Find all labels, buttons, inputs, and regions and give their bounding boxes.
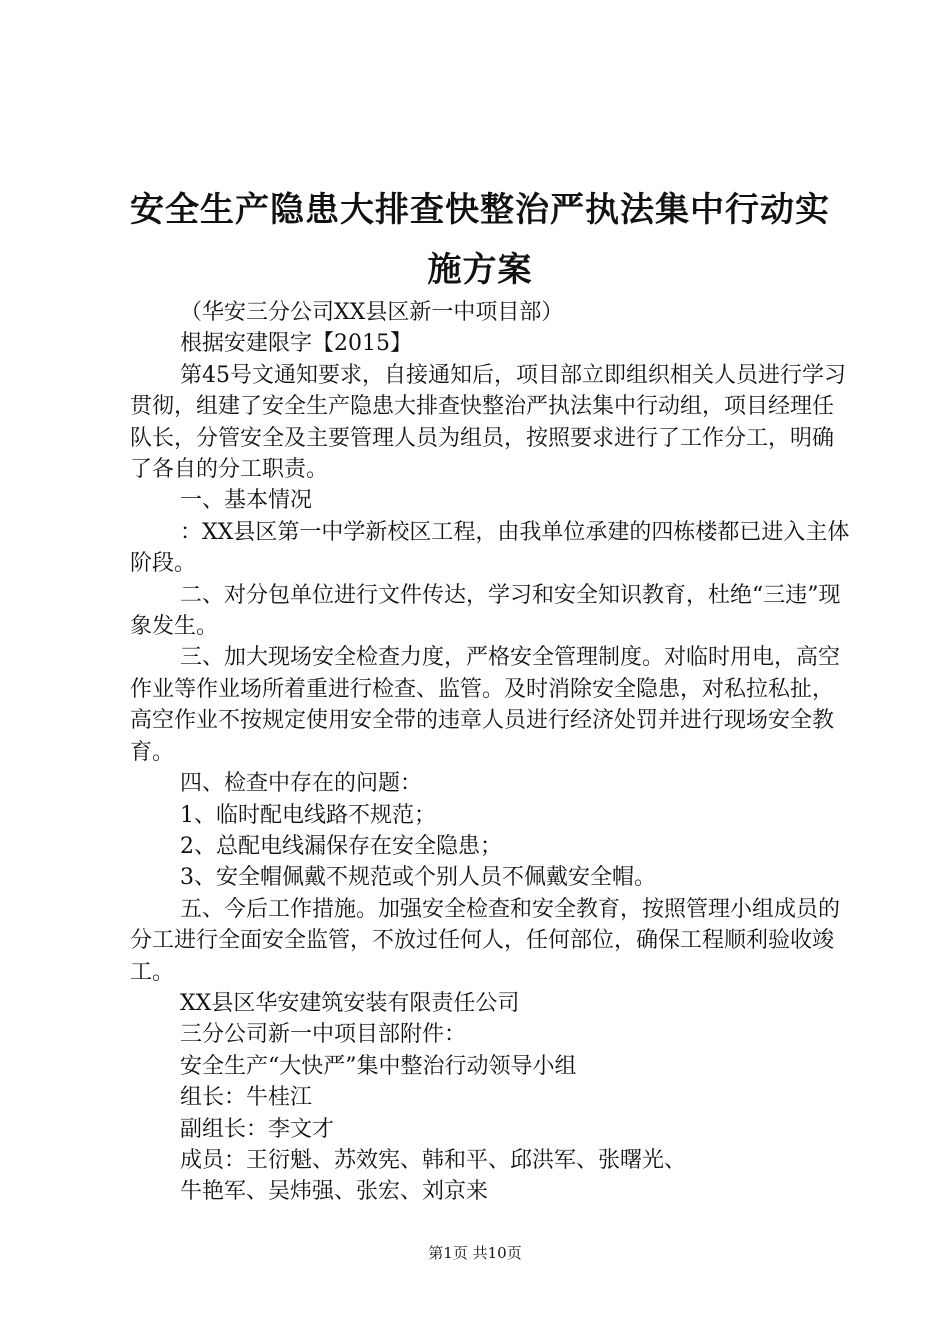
- page-footer: 第1页 共10页: [428, 1244, 522, 1262]
- problem-item-2: 2、总配电线漏保存在安全隐患；: [180, 833, 502, 859]
- attachment-line: 三分公司新一中项目部附件：: [180, 1022, 467, 1048]
- document-title-line-1: 安全生产隐患大排查快整治严执法集中行动实: [130, 190, 830, 230]
- notice-paragraph: 第45号文通知要求，自接通知后，项目部立即组织相关人员进行学习贯彻，组建了安全生产隐患大排查快整治严执法集中行动组，项目经理任队长，分管安全及主要管理人员为组员，按照要求进行了工作分工，明确了各自的分工职责。: [130, 362, 846, 483]
- section-three-paragraph: 三、加大现场安全检查力度，严格安全管理制度。对临时用电，高空作业等作业场所着重进行检查、监管。及时消除安全隐患，对私拉私扯，高空作业不按规定使用安全带的违章人员进行经济处罚并进行现场安全教育。: [130, 645, 841, 765]
- problem-item-1: 1、临时配电线路不规范；: [180, 802, 436, 828]
- deputy-group-leader: 副组长：李文才: [180, 1116, 335, 1142]
- basic-info-paragraph: ：XX县区第一中学新校区工程，由我单位承建的四栋楼都已进入主体阶段。: [130, 519, 850, 577]
- document-title-line-2: 施方案: [427, 250, 533, 290]
- project-department-note: （华安三分公司XX县区新一中项目部）: [180, 300, 564, 325]
- leadership-group-title: 安全生产“大快严”集中整治行动领导小组: [180, 1053, 577, 1079]
- section-five-paragraph: 五、今后工作措施。加强安全检查和安全教育，按照管理小组成员的分工进行全面安全监管，不放过任何人，任何部位，确保工程顺利验收竣工。: [130, 896, 841, 985]
- problem-item-3: 3、安全帽佩戴不规范或个别人员不佩戴安全帽。: [180, 865, 656, 891]
- section-heading-problems: 四、检查中存在的问题：: [180, 771, 423, 797]
- section-heading-basic-info: 一、基本情况: [180, 488, 313, 514]
- basis-line: 根据安建限字【2015】: [180, 331, 412, 357]
- document-body: [130, 297, 850, 1208]
- members-line-2: 牛艳军、吴炜强、张宏、刘京来: [180, 1179, 489, 1205]
- group-leader: 组长：牛桂江: [180, 1085, 313, 1111]
- members-line-1: 成员：王衍魁、苏效宪、韩和平、邱洪军、张曙光、: [180, 1147, 687, 1173]
- section-two-paragraph: 二、对分包单位进行文件传达，学习和安全知识教育，杜绝“三违”现象发生。: [130, 582, 841, 640]
- company-name: XX县区华安建筑安装有限责任公司: [180, 990, 520, 1016]
